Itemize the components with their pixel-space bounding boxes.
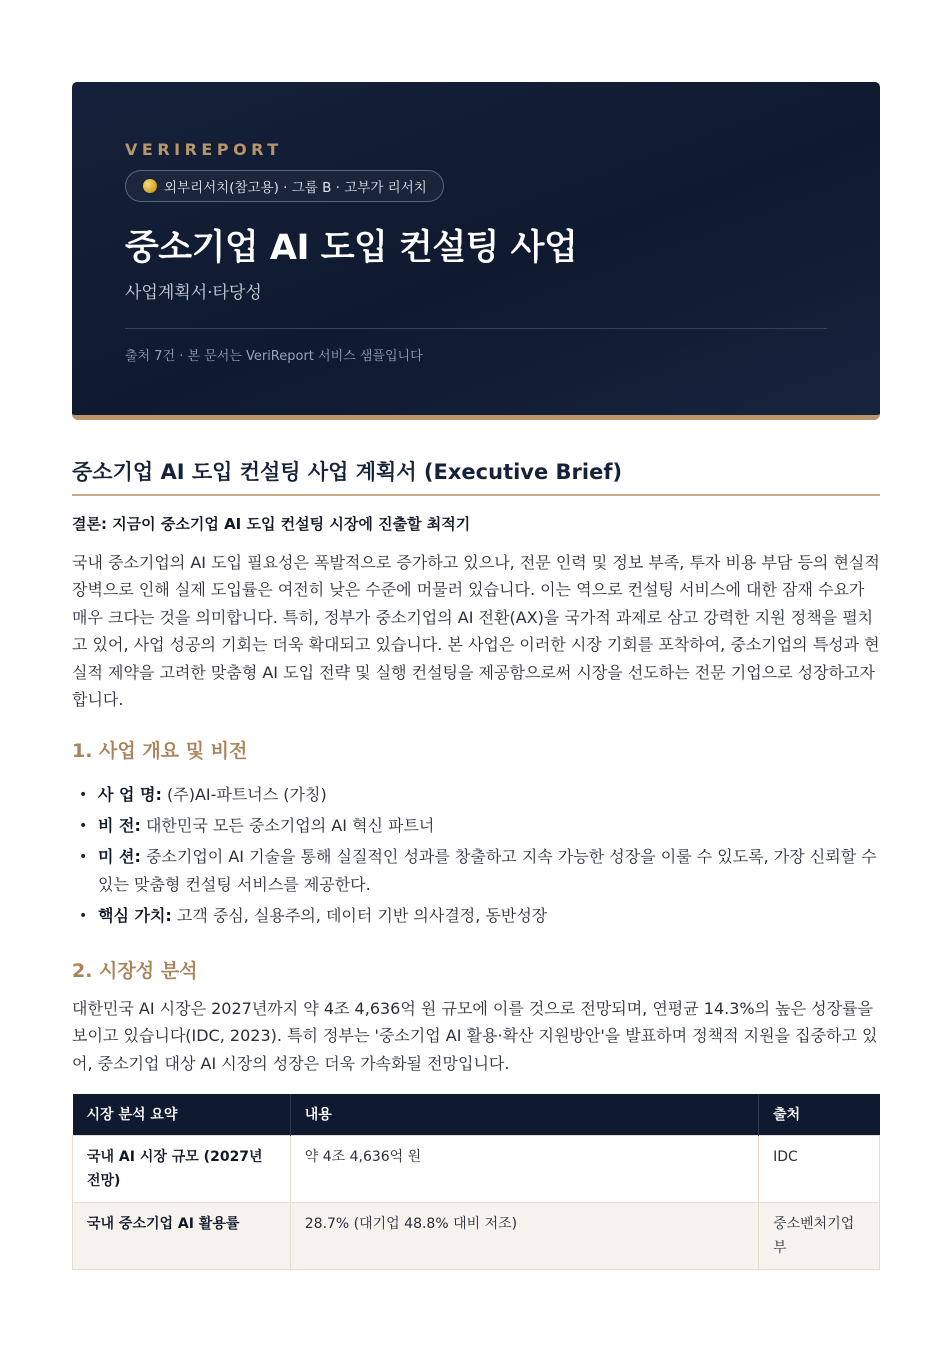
gold-dot-icon <box>143 179 157 193</box>
list-item <box>72 902 882 930</box>
source-note: 출처 7건 · 본 문서는 VeriReport 서비스 샘플입니다 <box>125 349 423 364</box>
bullet-icon: • <box>79 818 88 834</box>
market-summary-table <box>72 1094 880 1270</box>
table-cell: IDC <box>759 1135 880 1202</box>
table-cell: 중소벤처기업부 <box>759 1202 880 1269</box>
intro-paragraph: 국내 중소기업의 AI 도입 필요성은 폭발적으로 증가하고 있으나, 전문 인력 및 정보 부족, 투자 비용 부담 등의 현실적 장벽으로 인해 실제 도입률은 여전히 낮은 수준에 머물러 있습니다. 이는 역으로 컨설팅 서비스에 대한 잠재 수요가 매우 크다는 것을 의미합니다. 특히, 정부가 중소기업의 AI 전환(AX)을 국가적 과제로 삼고 강력한 지원 정책을 펼치고 있어, 사업 성공의 기회는 더욱 확대되고 있습니다. 본 사업은 이러한 시장 기회를 포착하여, 중소기업의 특성과 현실적 제약을 고려한 맞춤형 AI 도입 전략 및 실행 컨설팅을 제공함으로써 시장을 선도하는 전문 기업으로 성장하고자 합니다. <box>72 553 880 710</box>
brand-wordmark: VERIREPORT <box>125 140 283 159</box>
section-heading-overview: 1. 사업 개요 및 비전 <box>72 740 248 762</box>
section-heading-market: 2. 시장성 분석 <box>72 960 198 982</box>
table-row <box>73 1202 880 1269</box>
item-text: 고객 중심, 실용주의, 데이터 기반 의사결정, 동반성장 <box>171 906 548 925</box>
table-cell: 28.7% (대기업 48.8% 대비 저조) <box>290 1202 758 1269</box>
table-cell: 약 4조 4,636억 원 <box>290 1135 758 1202</box>
banner-divider <box>125 328 827 329</box>
bullet-icon: • <box>79 908 88 924</box>
item-label: 핵심 가치: <box>98 906 172 925</box>
column-header: 출처 <box>759 1094 880 1135</box>
list-item <box>72 812 882 840</box>
table-cell: 국내 AI 시장 규모 (2027년 전망) <box>73 1135 291 1202</box>
column-header: 시장 분석 요약 <box>73 1094 291 1135</box>
bullet-icon: • <box>79 787 88 803</box>
overview-list <box>72 781 882 933</box>
list-item <box>72 843 882 899</box>
bullet-icon: • <box>79 849 88 865</box>
list-item <box>72 781 882 809</box>
market-paragraph: 대한민국 AI 시장은 2027년까지 약 4조 4,636억 원 규모에 이를 것으로 전망되며, 연평균 14.3%의 높은 성장률을 보이고 있습니다(IDC, 2023). 특히 정부는 '중소기업 AI 활용·확산 지원방안'을 발표하며 정책적 지원을 집중하고 있어, 중소기업 대상 AI 시장의 성장은 더욱 가속화될 전망입니다. <box>72 999 878 1073</box>
table-cell: 국내 중소기업 AI 활용률 <box>73 1202 291 1269</box>
category-badge-label: 외부리서치(참고용) · 그룹 B · 고부가 리서치 <box>164 180 427 196</box>
report-title: 중소기업 AI 도입 컨설팅 사업 <box>125 228 578 268</box>
report-subtitle: 사업계획서·타당성 <box>125 283 262 303</box>
conclusion-line: 결론: 지금이 중소기업 AI 도입 컨설팅 시장에 진출할 최적기 <box>72 515 471 533</box>
column-header: 내용 <box>290 1094 758 1135</box>
table-row <box>73 1135 880 1202</box>
report-cover-banner <box>72 82 880 420</box>
item-label: 사 업 명: <box>98 785 162 804</box>
category-badge <box>125 170 444 202</box>
item-label: 미 션: <box>98 847 141 866</box>
item-text: (주)AI-파트너스 (가칭) <box>161 785 327 804</box>
document-heading: 중소기업 AI 도입 컨설팅 사업 계획서 (Executive Brief) <box>72 460 623 484</box>
heading-rule <box>72 494 880 496</box>
item-text: 중소기업이 AI 기술을 통해 실질적인 성과를 창출하고 지속 가능한 성장을 이룰 수 있도록, 가장 신뢰할 수 있는 맞춤형 컨설팅 서비스를 제공한다. <box>98 847 877 894</box>
table-header-row <box>73 1094 880 1135</box>
item-label: 비 전: <box>98 816 141 835</box>
item-text: 대한민국 모든 중소기업의 AI 혁신 파트너 <box>140 816 435 835</box>
